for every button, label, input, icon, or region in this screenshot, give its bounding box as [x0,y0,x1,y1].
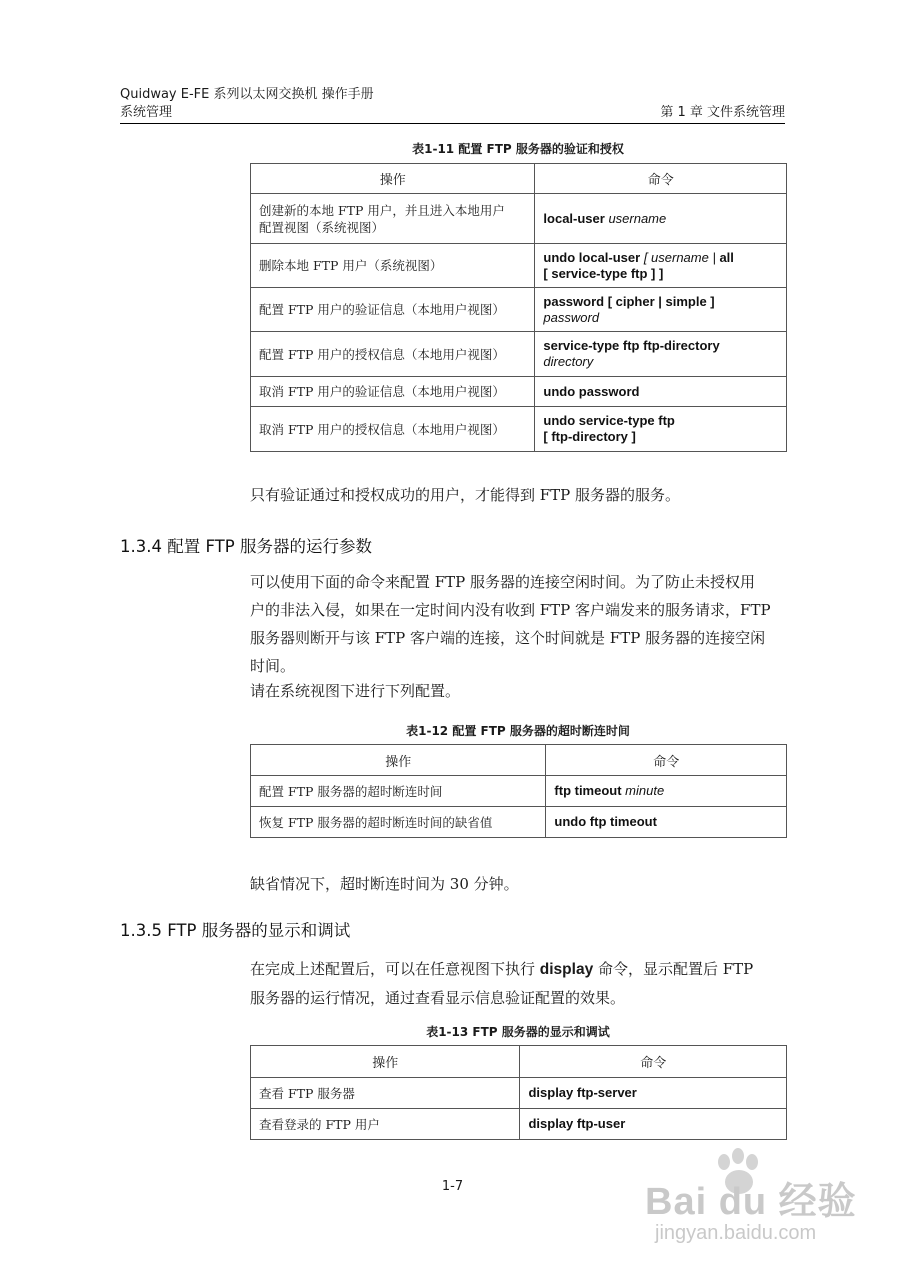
table3 [250,1045,787,1140]
table1-caption: 表1-11 配置 FTP 服务器的验证和授权 [412,142,624,156]
watermark-url: jingyan.baidu.com [655,1222,817,1244]
table2-col-op: 操作 [251,745,546,776]
cmd-cell: undo local-user [ username | all [ service-type ftp ] ] [535,244,787,288]
paragraph: 可以使用下面的命令来配置 FTP 服务器的连接空闲时间。为了防止未授权用 户的非法入侵，如果在一定时间内没有收到 FTP 客户端发来的服务请求，FTP 服务器则断开与该 FTP 客户端的连接，这个时间就是 FTP 服务器的连接空闲 时间。 [250,573,771,675]
table-row [251,807,787,838]
table-row [251,332,787,377]
section-label: 系统管理 [120,105,173,120]
header-rule [120,123,785,124]
table-row [251,244,787,288]
paragraph: 缺省情况下，超时断连时间为 30 分钟。 [250,875,519,893]
cmd-cell: local-user username [535,194,787,244]
cmd-cell: service-type ftp ftp-directory directory [535,332,787,377]
chapter-label: 第 1 章 文件系统管理 [660,105,785,120]
table2-col-cmd: 命令 [546,745,787,776]
cmd-cell: undo ftp timeout [546,807,787,838]
op-cell: 配置 FTP 用户的授权信息（本地用户视图） [251,332,535,377]
table-row [251,776,787,807]
table-row [251,1078,787,1109]
watermark-logo: Bai du 经验 [645,1181,857,1223]
paragraph: 在完成上述配置后，可以在任意视图下执行 display 命令，显示配置后 FTP 服务器的运行情况，通过查看显示信息验证配置的效果。 [250,960,754,1007]
op-cell: 恢复 FTP 服务器的超时断连时间的缺省值 [251,807,546,838]
op-cell: 配置 FTP 用户的验证信息（本地用户视图） [251,288,535,332]
table2 [250,744,787,838]
cmd-cell: ftp timeout minute [546,776,787,807]
op-cell: 查看登录的 FTP 用户 [251,1109,520,1140]
cmd-cell: display ftp-server [520,1078,787,1109]
table2-caption: 表1-12 配置 FTP 服务器的超时断连时间 [406,724,630,738]
section-heading-1-3-4: 1.3.4 配置 FTP 服务器的运行参数 [120,537,372,556]
op-cell: 取消 FTP 用户的验证信息（本地用户视图） [251,377,535,407]
paragraph: 只有验证通过和授权成功的用户，才能得到 FTP 服务器的服务。 [250,486,681,504]
op-cell: 查看 FTP 服务器 [251,1078,520,1109]
table-row [251,377,787,407]
table-header-row [251,164,787,194]
op-cell: 配置 FTP 服务器的超时断连时间 [251,776,546,807]
cmd-cell: display ftp-user [520,1109,787,1140]
section-heading-1-3-5: 1.3.5 FTP 服务器的显示和调试 [120,921,351,940]
baidu-watermark [645,1150,855,1250]
manual-title: Quidway E-FE 系列以太网交换机 操作手册 [120,87,374,102]
table-row [251,407,787,452]
page-number: 1-7 [441,1179,464,1194]
op-cell: 删除本地 FTP 用户（系统视图） [251,244,535,288]
table3-col-cmd: 命令 [520,1046,787,1078]
op-cell: 创建新的本地 FTP 用户，并且进入本地用户 配置视图（系统视图） [251,194,535,244]
cmd-cell: undo service-type ftp [ ftp-directory ] [535,407,787,452]
table-row [251,194,787,244]
table1-col-op: 操作 [251,164,535,194]
table1-col-cmd: 命令 [535,164,787,194]
table-header-row [251,1046,787,1078]
table-row [251,1109,787,1140]
table3-caption: 表1-13 FTP 服务器的显示和调试 [426,1025,610,1039]
cmd-cell: password [ cipher | simple ] password [535,288,787,332]
cmd-cell: undo password [535,377,787,407]
paragraph: 请在系统视图下进行下列配置。 [250,682,461,700]
op-cell: 取消 FTP 用户的授权信息（本地用户视图） [251,407,535,452]
table3-col-op: 操作 [251,1046,520,1078]
table-row [251,288,787,332]
display-command: display [539,961,594,978]
table-header-row [251,745,787,776]
table1 [250,163,787,452]
